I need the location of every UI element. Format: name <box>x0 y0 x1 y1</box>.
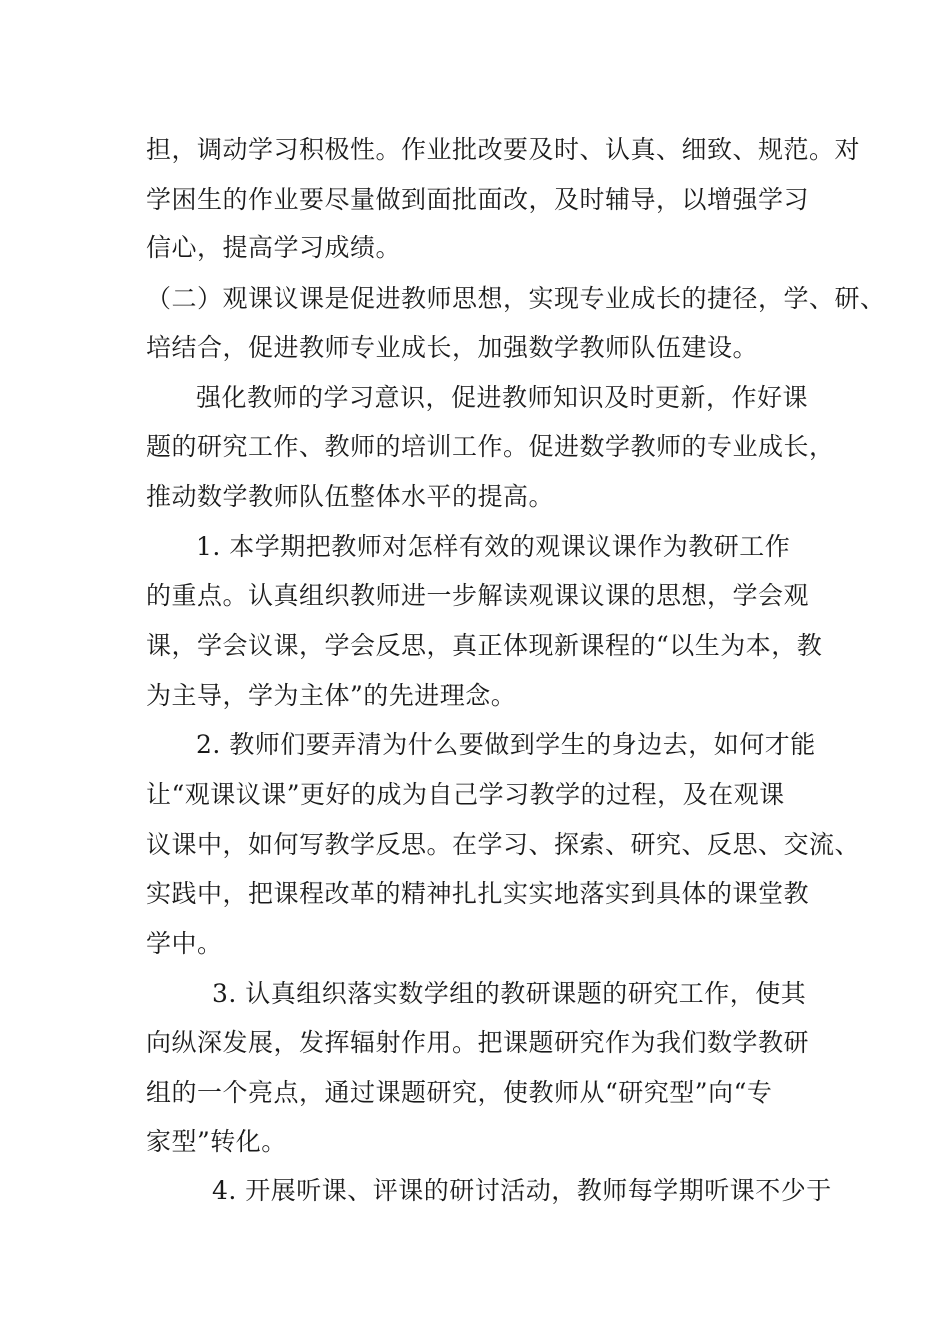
text-line-3: 信心，提高学习成绩。 <box>146 233 402 262</box>
paragraph-start: 强化教师的学习意识，促进教师知识及时更新，作好课 <box>196 383 809 412</box>
list-item-1: 1. 本学期把教师对怎样有效的观课议课作为教研工作 <box>196 532 791 561</box>
text-line-21: 家型”转化。 <box>146 1127 287 1156</box>
text-line-17: 学中。 <box>146 929 223 958</box>
text-line-12: 为主导，学为主体”的先进理念。 <box>146 681 517 710</box>
text-line-20: 组的一个亮点，通过课题研究，使教师从“研究型”向“专 <box>146 1078 773 1107</box>
text-line-5: 培结合，促进教师专业成长，加强数学教师队伍建设。 <box>146 333 759 362</box>
list-item-3: 3. 认真组织落实数学组的教研课题的研究工作，使其 <box>212 979 807 1008</box>
text-line-8: 推动数学教师队伍整体水平的提高。 <box>146 482 555 511</box>
text-line-14: 让“观课议课”更好的成为自己学习教学的过程，及在观课 <box>146 780 785 809</box>
text-line-2: 学困生的作业要尽量做到面批面改，及时辅导，以增强学习 <box>146 185 810 214</box>
text-line-7: 题的研究工作、教师的培训工作。促进数学教师的专业成长， <box>146 432 835 461</box>
section-heading-2: （二）观课议课是促进教师思想，实现专业成长的捷径，学、研、 <box>146 284 886 313</box>
text-line-16: 实践中，把课程改革的精神扎扎实实地落实到具体的课堂教 <box>146 879 810 908</box>
text-line-10: 的重点。认真组织教师进一步解读观课议课的思想，学会观 <box>146 581 810 610</box>
text-line-1: 担，调动学习积极性。作业批改要及时、认真、细致、规范。对 <box>146 135 861 164</box>
text-line-15: 议课中，如何写教学反思。在学习、探索、研究、反思、交流、 <box>146 830 861 859</box>
text-line-19: 向纵深发展，发挥辐射作用。把课题研究作为我们数学教研 <box>146 1028 810 1057</box>
list-item-4: 4. 开展听课、评课的研讨活动，教师每学期听课不少于 <box>212 1176 832 1205</box>
text-line-11: 课，学会议课，学会反思，真正体现新课程的“以生为本，教 <box>146 631 823 660</box>
list-item-2: 2. 教师们要弄清为什么要做到学生的身边去，如何才能 <box>196 730 816 759</box>
